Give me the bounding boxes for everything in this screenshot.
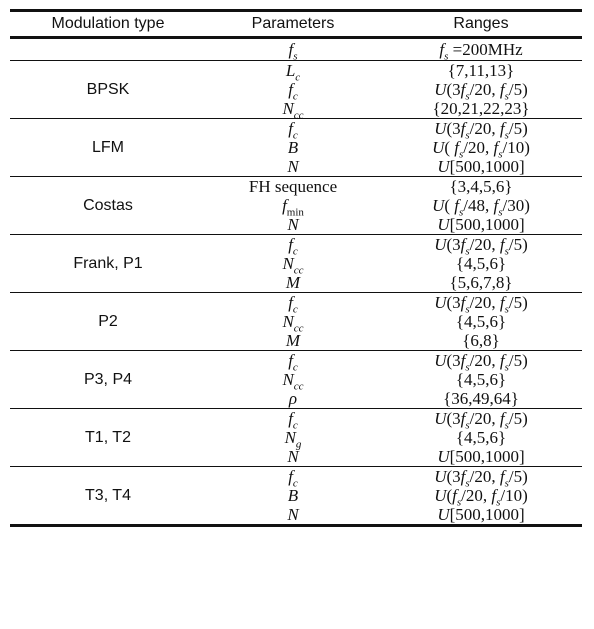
header-ranges: Ranges [380,11,582,38]
range-cell: {36,49,64} [443,389,519,408]
range-cell: {4,5,6} [455,312,507,331]
modulation-type-cell [10,38,206,61]
modulation-type-cell: Frank, P1 [10,235,206,293]
parameter-cell: $f_c$ [206,293,380,313]
range-cell: U[500,1000] [437,157,525,176]
parameter-cell: $N_{cc}$ [282,370,304,393]
table-group [10,467,582,526]
table-row [10,38,582,61]
range-cell: $U(3f_s/20$, $f_s/5$) [380,293,582,313]
range-cell: $U(3f_s/20$, $f_s/5$) [380,467,582,487]
table-row [10,409,582,429]
parameter-cell: B [287,138,299,157]
parameter-cell: $f_c$ [206,467,380,487]
range-cell: U[500,1000] [437,215,525,234]
table-group [10,119,582,177]
range-cell: {5,6,7,8} [449,273,513,292]
parameter-cell: $f_c$ [206,119,380,139]
range-cell: {7,11,13} [380,61,582,81]
range-cell: $U(f_s/20$, $f_s/10$) [434,486,528,509]
header-row [10,11,582,38]
parameter-cell: N [287,215,299,234]
range-cell: {4,5,6} [455,370,507,389]
table-group [10,293,582,351]
range-cell: {4,5,6} [455,428,507,447]
range-cell: U[500,1000] [437,447,525,466]
parameter-table [10,9,582,527]
header-parameters: Parameters [206,11,380,38]
modulation-type-cell: P3, P4 [10,351,206,409]
table-group [10,61,582,122]
table-row [10,467,582,487]
table-header [10,11,582,38]
range-cell: $U(3f_s/20$, $f_s/5$) [380,119,582,139]
table-group [10,409,582,467]
range-cell: $U(3f_s/20$, $f_s/5$) [380,235,582,255]
modulation-type-cell: P2 [10,293,206,351]
range-cell: $U(3f_s/20$, $f_s/5$) [380,351,582,371]
parameter-cell: $f_c$ [206,351,380,371]
table-row [10,61,582,81]
table-group [10,235,582,293]
modulation-type-cell: LFM [10,119,206,177]
range-cell: {20,21,22,23} [432,99,530,118]
parameter-cell: $f_s$ [288,40,298,63]
table-row [10,119,582,139]
parameter-cell: M [285,273,301,292]
table-group [10,38,582,61]
table-row [10,293,582,313]
parameter-cell: $f_c$ [206,409,380,429]
parameter-cell: $L_c$ [206,61,380,81]
modulation-type-cell: Costas [10,177,206,235]
parameter-cell: M [285,331,301,350]
range-cell: U[500,1000] [437,505,525,524]
modulation-type-cell: T3, T4 [10,467,206,526]
range-cell: U( $f_s/48$, $f_s/30$) [432,196,530,219]
table-group [10,177,582,235]
parameter-cell: $f_{min}$ [282,196,304,219]
parameter-cell: $N_{cc}$ [282,99,304,122]
table-row [10,235,582,255]
parameter-cell: B [287,486,299,505]
parameter-cell: N [287,447,299,466]
modulation-type-cell: T1, T2 [10,409,206,467]
range-cell: $U(3f_s/20$, $f_s/5$) [434,80,528,103]
parameter-cell: FH sequence [206,177,380,197]
parameter-cell: $N_{cc}$ [282,254,304,277]
parameter-cell: $N_g$ [284,428,302,451]
parameter-cell: $N_{cc}$ [282,312,304,335]
table-group [10,351,582,409]
range-cell: U( $f_s/20$, $f_s/10$) [432,138,530,161]
range-cell: {4,5,6} [455,254,507,273]
parameter-cell: ρ [288,389,298,408]
range-cell: {6,8} [462,331,500,350]
range-cell: $U(3f_s/20$, $f_s/5$) [380,409,582,429]
parameter-cell: N [287,505,299,524]
parameter-cell: N [287,157,299,176]
header-modulation-type: Modulation type [10,11,206,38]
parameter-cell: $f_c$ [206,235,380,255]
parameter-cell: $f_c$ [288,80,298,103]
table-row [10,177,582,197]
modulation-type-cell: BPSK [10,61,206,119]
range-cell: $f_s =200MHz$ [439,40,523,63]
range-cell: {3,4,5,6} [380,177,582,197]
table-row [10,351,582,371]
